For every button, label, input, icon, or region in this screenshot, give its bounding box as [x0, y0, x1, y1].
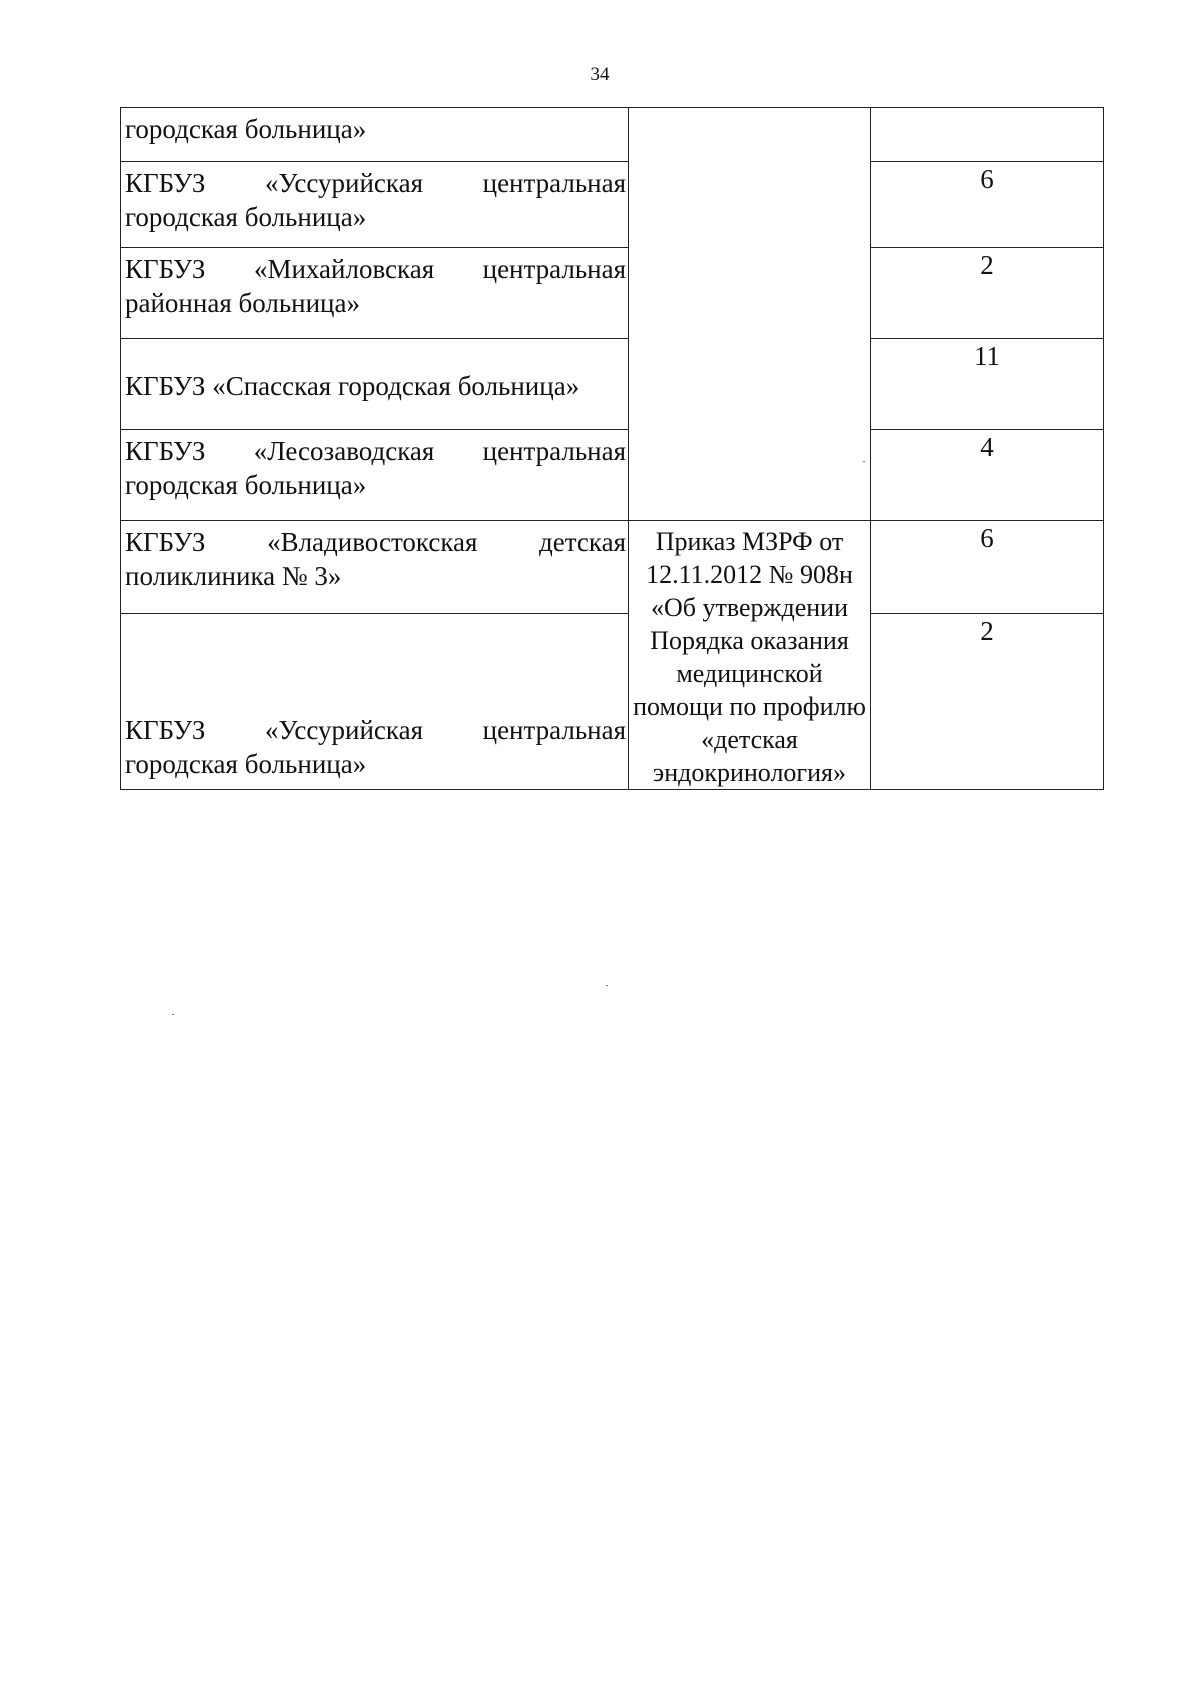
org-cell [121, 521, 629, 614]
org-name-line: районная больница» [125, 288, 360, 318]
count-cell [871, 108, 1104, 162]
org-cell [121, 108, 629, 162]
org-name-line: КГБУЗ «Уссурийская центральная [125, 168, 626, 198]
count-cell: 4 [871, 430, 1104, 521]
org-name-line: поликлиника № 3» [125, 561, 342, 591]
org-name-line: городская больница» [125, 749, 367, 779]
org-cell [121, 614, 629, 790]
count-cell: 2 [871, 614, 1104, 790]
org-name-line: КГБУЗ «Уссурийская центральная [125, 715, 626, 745]
org-name-line: КГБУЗ «Михайловская центральная [125, 254, 626, 284]
org-name-line: городская больница» [125, 202, 367, 232]
table-row [121, 108, 1104, 162]
org-name-line: КГБУЗ «Спасская городская больница» [125, 371, 580, 401]
scan-speck [863, 461, 865, 462]
table-row [121, 614, 1104, 790]
count-cell: 6 [871, 162, 1104, 248]
table-row [121, 339, 1104, 430]
org-cell [121, 248, 629, 339]
org-name-line: городская больница» [125, 114, 367, 144]
table-row [121, 521, 1104, 614]
order-cell-empty [629, 108, 871, 521]
table-row [121, 248, 1104, 339]
org-cell [121, 430, 629, 521]
order-document-cell: Приказ МЗРФ от 12.11.2012 № 908н «Об утверждении Порядка оказания медицинской помощи по профилю «детская эндокринология» [629, 521, 871, 790]
count-cell: 2 [871, 248, 1104, 339]
table-row [121, 430, 1104, 521]
org-name-line: КГБУЗ «Лесозаводская центральная [125, 436, 626, 466]
org-cell [121, 339, 629, 430]
count-cell: 6 [871, 521, 1104, 614]
page-number: 34 [590, 64, 610, 85]
scan-speck [606, 985, 608, 986]
org-name-line: КГБУЗ «Владивостокская детская [125, 527, 626, 557]
count-cell: 11 [871, 339, 1104, 430]
org-cell [121, 162, 629, 248]
table-row [121, 162, 1104, 248]
hospital-table [120, 107, 1104, 790]
scan-speck [172, 1014, 174, 1015]
org-name-line: городская больница» [125, 470, 367, 500]
